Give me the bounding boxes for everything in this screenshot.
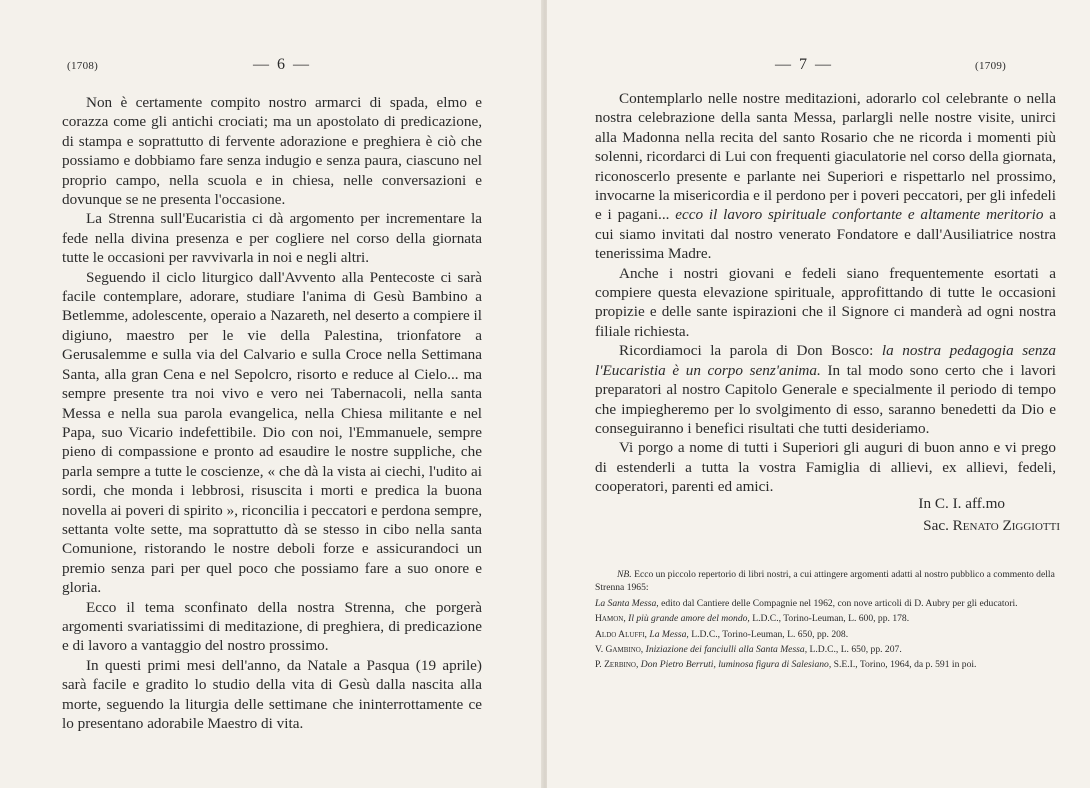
- ref-details: L.D.C., Torino-Leuman, L. 650, pp. 208.: [691, 628, 849, 640]
- ref-title: La Messa,: [649, 628, 689, 640]
- left-page-header: (1708): [67, 60, 99, 72]
- ref-details: L.D.C., L. 650, pp. 207.: [809, 644, 902, 656]
- text-run: Ricordiamoci la parola di Don Bosco:: [619, 342, 874, 360]
- ref-author: Hamon,: [595, 613, 626, 625]
- note-intro: [595, 568, 1060, 595]
- paragraph: Seguendo il ciclo liturgico dall'Avvento alla Pentecoste ci sarà facile contemplare, adorare, studiare l'anima di Gesù Bambino a Betlemme, adolescente, operaio a Nazareth, nel deserto a compiere il digiuno, maestro per le vie della Palestina, trionfatore a Gerusalemme e sulla via del Calvario e sulla Croce nella Settimana Santa, alla gran Cena e nel Sepolcro, risorto e reduce al Cielo... ma sempre presente tra noi vivo e vero nei Tabernacoli, nella santa Messa e nella sua parola evangelica, nella Chiesa militante e nel Papa, suo Vicario indefettibile. Dio con noi, l'Emmanuele, sempre pieno di compassione e pronto ad esaudire le nostre suppliche, che parla sempre a tutte le coscienze, « che dà la vista ai ciechi, l'udito ai sordi, che monda i lebbrosi, risuscita i morti e predica la buona novella ai poveri di spirito », riconcilia i peccatori e perdona sempre, settanta volte sette, ma soprattutto dà se stesso in cibo nella santa Comunione, ristorando le nostre deboli forze e assicurandoci un premio senza pari per quel poco che possiamo fare a suo onore e gloria.: [62, 268, 482, 597]
- note-intro-text: Ecco un piccolo repertorio di libri nostri, a cui attingere argomenti adatti al nostro pubblico a commento della Strenna 1965:: [595, 569, 1055, 594]
- ref-title: Don Pietro Berruti, luminosa figura di Salesiano,: [640, 659, 832, 671]
- reference-item: [595, 597, 1060, 610]
- reference-item: [595, 612, 1060, 625]
- ref-title: Il più grande amore del mondo,: [628, 613, 750, 625]
- note-label: NB.: [617, 569, 632, 580]
- ref-details: L.D.C., Torino-Leuman, L. 600, pp. 178.: [752, 613, 910, 625]
- reference-item: [595, 643, 1060, 656]
- left-body-text: [62, 93, 482, 733]
- ref-author: Aldo Aluffi,: [595, 628, 647, 640]
- text-run: a cui siamo invitati dal nostro venerato Fondatore e dall'Ausiliatrice nostra tenerissima Madre.: [595, 206, 1057, 263]
- paragraph: Vi porgo a nome di tutti i Superiori gli auguri di buon anno e vi prego di estenderli a tutta la vostra Famiglia di allievi, ex allievi, fedeli, cooperatori, parenti ed amici.: [595, 439, 1056, 496]
- paragraph: Non è certamente compito nostro armarci di spada, elmo e corazza come gli antichi crociati; ma un apostolato di predicazione, di stampa e soprattutto di fervente adorazione e preghiera è ciò che possiamo e dobbiamo fare senza indugio e senza paura, ciascuno nel proprio campo, nella scuola e in chiesa, nelle conversazioni e dovunque se ne presenta l'occasione.: [62, 94, 482, 209]
- signature-greeting: In C. I. aff.mo: [918, 495, 1005, 512]
- ref-details: S.E.I., Torino, 1964, da p. 591 in poi.: [833, 659, 977, 671]
- ref-title: La Santa Messa,: [595, 597, 659, 609]
- paragraph: In questi primi mesi dell'anno, da Natale a Pasqua (19 aprile) sarà facile e gradito lo studio della vita di Gesù dalla nascita alla morte, seguendo la liturgia delle settimane che ininterrottamente ce lo presentano adorabile Maestro di vita.: [62, 656, 482, 732]
- reference-item: [595, 628, 1060, 641]
- left-page-number: — 6 —: [253, 56, 311, 73]
- ref-title: Iniziazione dei fanciulli alla Santa Messa,: [645, 644, 808, 656]
- paragraph: [595, 89, 1056, 264]
- reference-item: [595, 658, 1060, 671]
- right-page: [547, 0, 1090, 788]
- signature-name: Renato Ziggiotti: [952, 517, 1060, 534]
- left-page: [0, 0, 543, 788]
- paragraph: Ecco il tema sconfinato della nostra Strenna, che porgerà argomenti svariatissimi di meditazione, di preghiera, di predicazione e di lavoro a vantaggio del nostro prossimo.: [62, 598, 482, 655]
- right-body-text: [595, 89, 1056, 497]
- paragraph: La Strenna sull'Eucaristia ci dà argomento per incrementare la fede nella divina presenza e per cogliere nel corso della giornata tutte le occasioni per ravvivarla in noi e negli altri.: [62, 210, 482, 267]
- text-run: Contemplarlo nelle nostre meditazioni, adorarlo col celebrante o nella nostra celebrazione della santa Messa, parlargli nelle nostre visite, unirci alla Madonna nella recita del santo Rosario che ne ricorda i momenti più solenni, ricordarci di Lui con frequenti giaculatorie nel corso della giornata, riconoscerlo presente e parlante nei Superiori e rispettarlo nel prossimo, invocarne la misericordia e il perdono per i poveri peccatori, per gli infedeli e i pagani...: [595, 90, 1056, 224]
- ref-details: edito dal Cantiere delle Compagnie nel 1962, con nove articoli di D. Aubry per gli educatori.: [661, 597, 1018, 609]
- ref-author: V. Gambino,: [595, 644, 644, 656]
- text-run: In tal modo sono certo che i lavori preparatori al nostro Capitolo Generale e specialmente il periodo di tempo che impiegheremo per lo svolgimento di esso, saranno benedetti da Dio e conseguiranno i benefici risultati che tutti desideriamo.: [595, 361, 1057, 437]
- signature-name-line: [923, 514, 1060, 538]
- italic-run: ecco il lavoro spirituale confortante e altamente meritorio: [675, 206, 1044, 224]
- italic-run: la nostra pedagogia senza l'Eucaristia è un corpo senz'anima.: [595, 342, 1056, 379]
- signature-title: Sac.: [923, 517, 949, 534]
- right-page-number: — 7 —: [775, 56, 833, 73]
- right-page-header: (1709): [975, 60, 1007, 72]
- paragraph: Anche i nostri giovani e fedeli siano frequentemente esortati a compiere questa elevazione spirituale, approfittando di tutte le occasioni propizie e delle sante ispirazioni che il Signore ci manderà ad ogni nostra filiale richiesta.: [595, 264, 1056, 340]
- ref-author: P. Zerbino,: [595, 659, 639, 671]
- footnote-bibliography: [595, 568, 1060, 674]
- paragraph: [595, 341, 1056, 438]
